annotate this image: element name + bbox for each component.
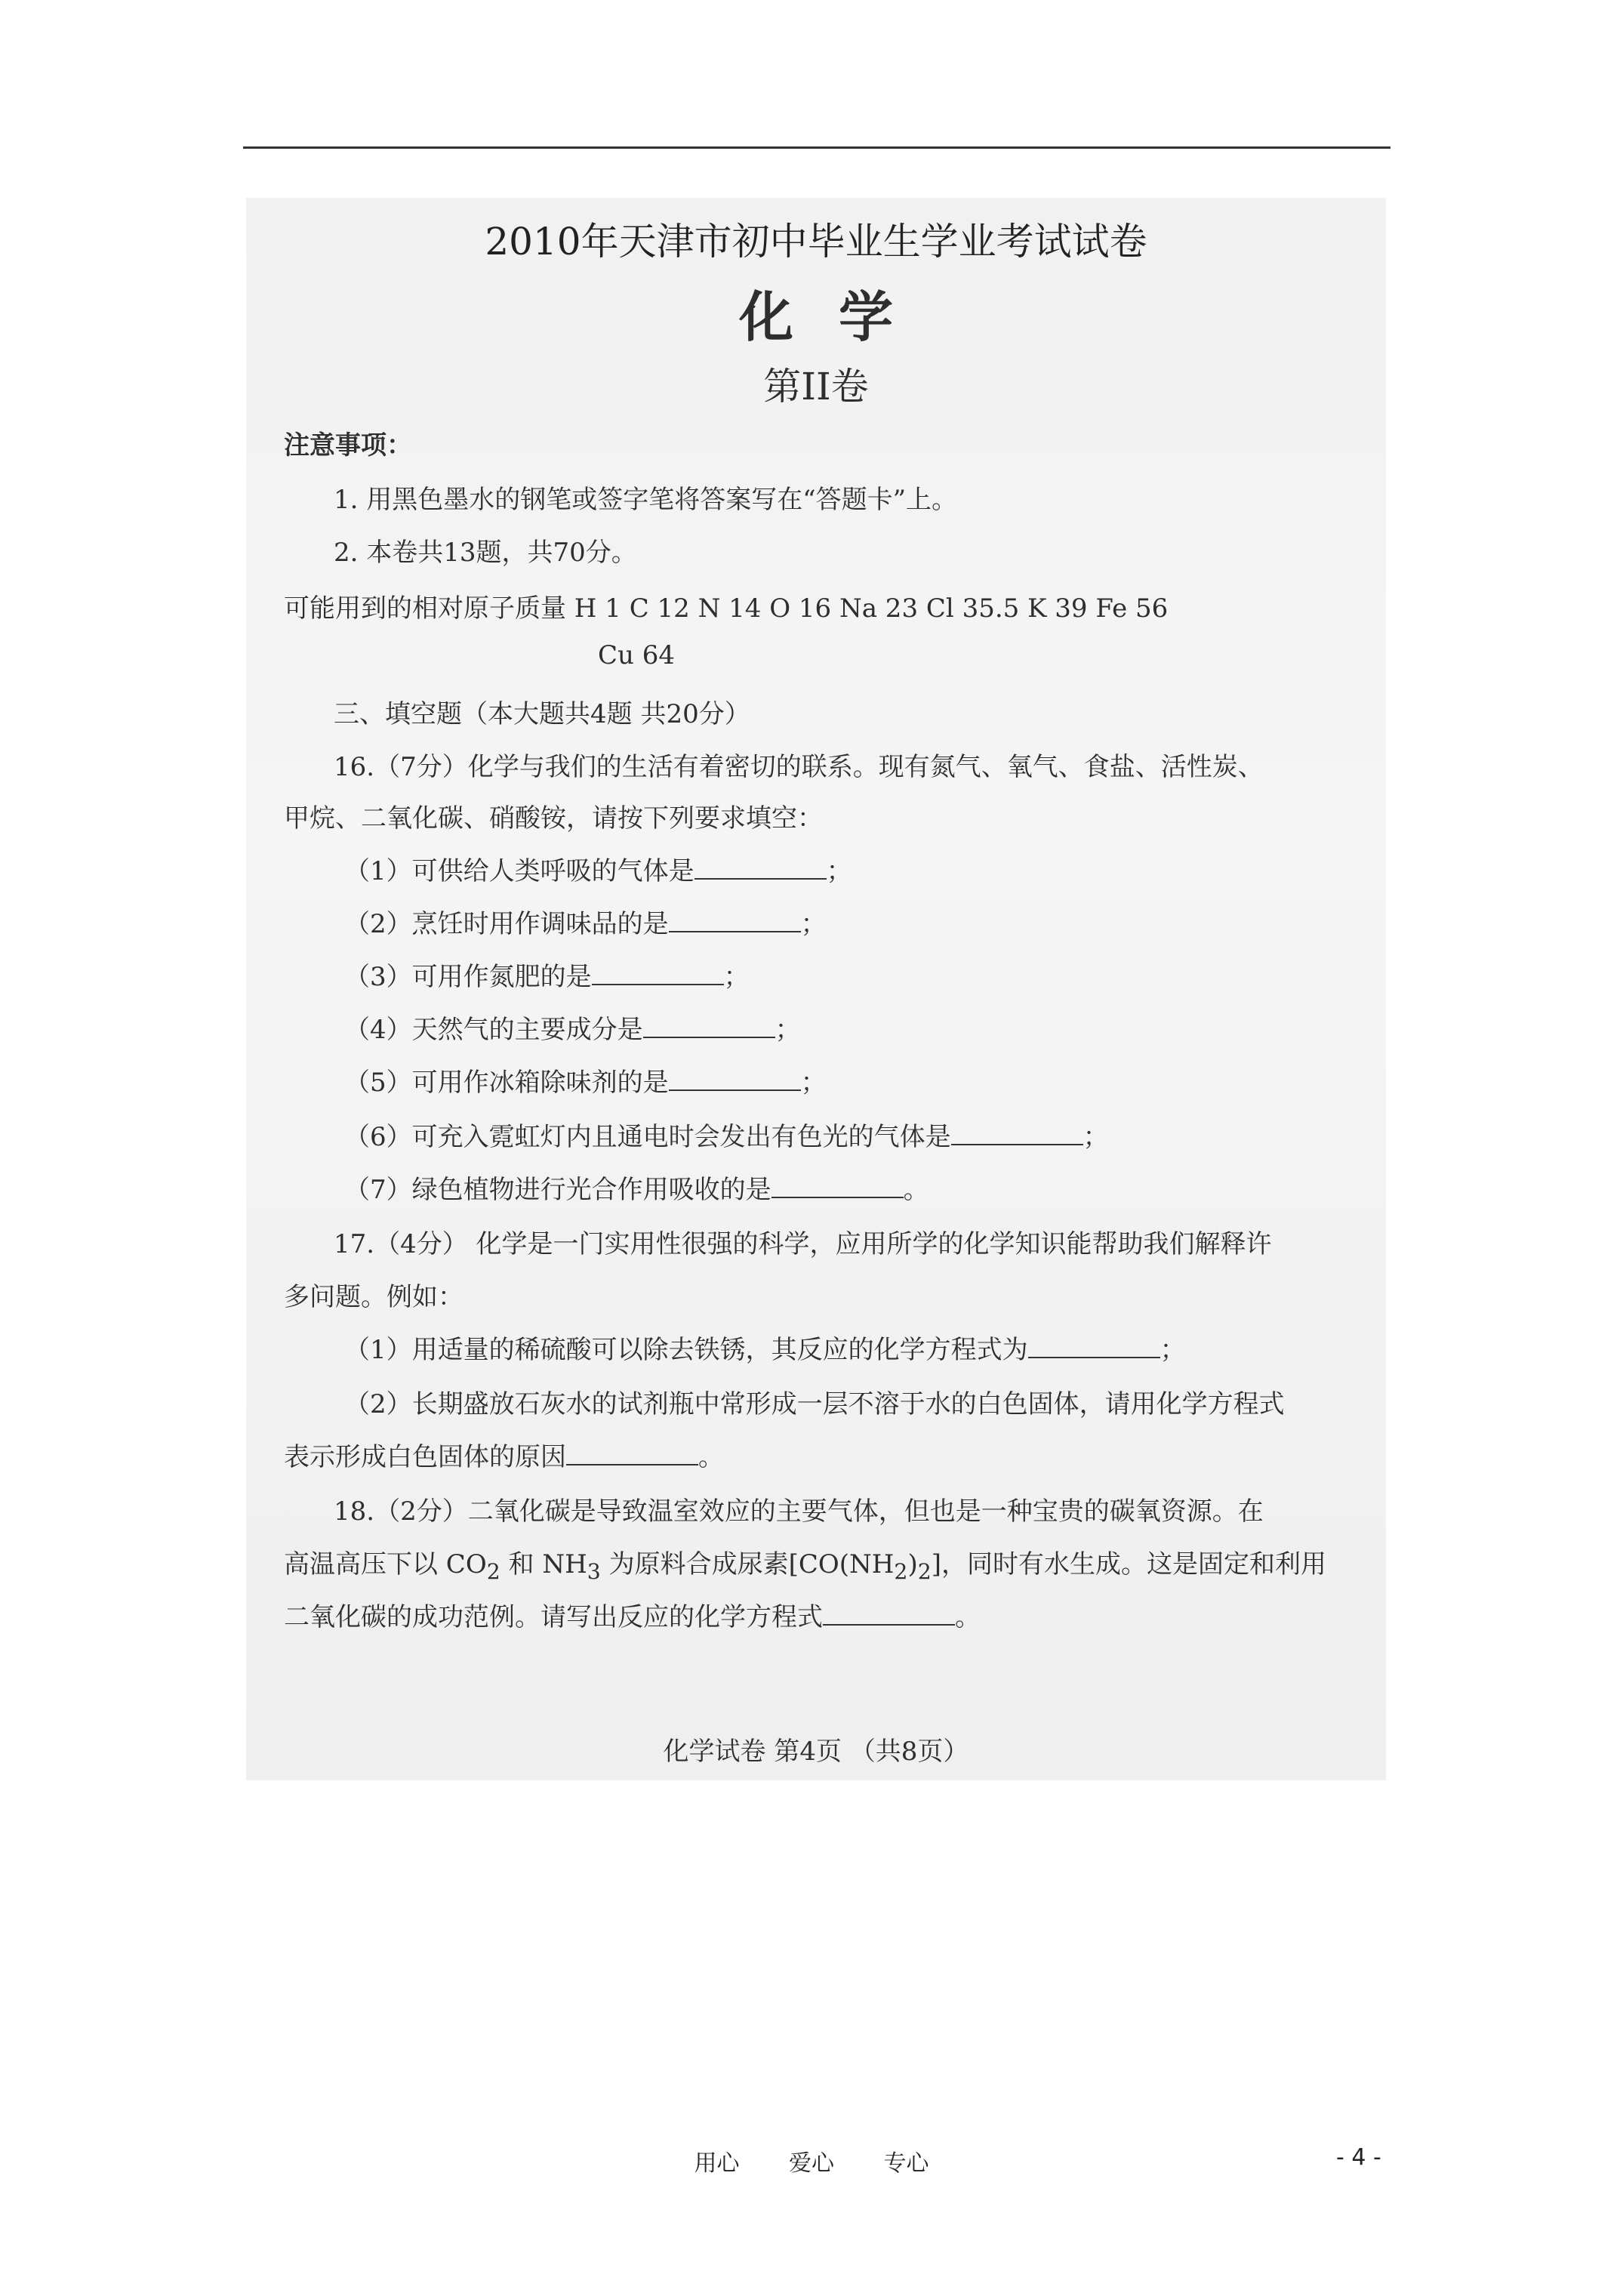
- answer-blank: [669, 910, 801, 932]
- answer-blank: [694, 857, 827, 880]
- answer-blank: [771, 1176, 904, 1198]
- answer-blank: [669, 1068, 801, 1091]
- scanned-exam-page: [246, 198, 1386, 1780]
- motto-3: 专心: [883, 2150, 929, 2177]
- q18-line2: 高温高压下以 $CO_2$ 和 $NH_3$ 为原料合成尿素$[CO(NH_2)_2]$，同时有水生成。这是固定和利用: [284, 1549, 1327, 1584]
- q16-item-7: （7）绿色植物进行光合作用吸收的是 。: [344, 1175, 929, 1205]
- section-heading: 三、填空题（本大题共4题 共20分）: [334, 699, 750, 729]
- q16-stem-line1: 16.（7分）化学与我们的生活有着密切的联系。现有氮气、氧气、食盐、活性炭、: [334, 752, 1264, 782]
- answer-blank: [951, 1123, 1083, 1145]
- notice-heading: 注意事项：: [284, 430, 412, 461]
- answer-blank: [643, 1015, 775, 1038]
- volume-title: 第II卷: [763, 365, 869, 408]
- q16-item-3: （3）可用作氮肥的是 ；: [344, 962, 750, 992]
- q16-item-5: （5）可用作冰箱除味剂的是 ；: [344, 1068, 827, 1098]
- q16-item-6: （6）可充入霓虹灯内且通电时会发出有色光的气体是 ；: [344, 1122, 1109, 1152]
- answer-blank: [566, 1443, 698, 1465]
- subject-title: 化学: [738, 285, 938, 349]
- atomic-masses: 可能用到的相对原子质量 H 1 C 12 N 14 O 16 Na 23 Cl 35.5 K 39 Fe 56: [284, 593, 1169, 624]
- notice-item-2: 2. 本卷共13题，共70分。: [334, 538, 637, 568]
- q17-item-1: （1）用适量的稀硫酸可以除去铁锈，其反应的化学方程式为 ；: [344, 1335, 1186, 1365]
- q18-line3: 二氧化碳的成功范例。请写出反应的化学方程式 。: [284, 1602, 981, 1632]
- notice-item-1: 1. 用黑色墨水的钢笔或签字笔将答案写在“答题卡”上。: [334, 485, 958, 515]
- q16-item-4: （4）天然气的主要成分是 ；: [344, 1015, 801, 1045]
- answer-blank: [1028, 1336, 1160, 1358]
- header-rule: [243, 146, 1390, 149]
- q17-stem-line1: 17.（4分） 化学是一门实用性很强的科学，应用所学的化学知识能帮助我们解释许: [334, 1229, 1272, 1259]
- motto-1: 用心: [694, 2150, 740, 2177]
- q18-line1: 18.（2分）二氧化碳是导致温室效应的主要气体，但也是一种宝贵的碳氧资源。在: [334, 1496, 1264, 1527]
- answer-blank: [592, 963, 724, 985]
- q16-item-2: （2）烹饪时用作调味品的是 ；: [344, 909, 827, 939]
- answer-blank: [823, 1603, 955, 1626]
- motto-2: 爱心: [789, 2150, 834, 2177]
- q16-item-1: （1）可供给人类呼吸的气体是 ；: [344, 856, 852, 886]
- atomic-masses-cont: Cu 64: [598, 640, 675, 670]
- scan-page-footer: 化学试卷 第4页 （共8页）: [663, 1737, 969, 1767]
- q17-item-2-line2: 表示形成白色固体的原因 。: [284, 1442, 724, 1472]
- q17-item-2-line1: （2）长期盛放石灰水的试剂瓶中常形成一层不溶于水的白色固体，请用化学方程式: [344, 1389, 1285, 1419]
- page-number: - 4 -: [1336, 2144, 1381, 2171]
- q16-stem-line2: 甲烷、二氧化碳、硝酸铵，请按下列要求填空：: [284, 803, 823, 834]
- q17-stem-line2: 多问题。例如：: [284, 1282, 463, 1312]
- exam-title: 2010年天津市初中毕业生学业考试试卷: [485, 220, 1147, 264]
